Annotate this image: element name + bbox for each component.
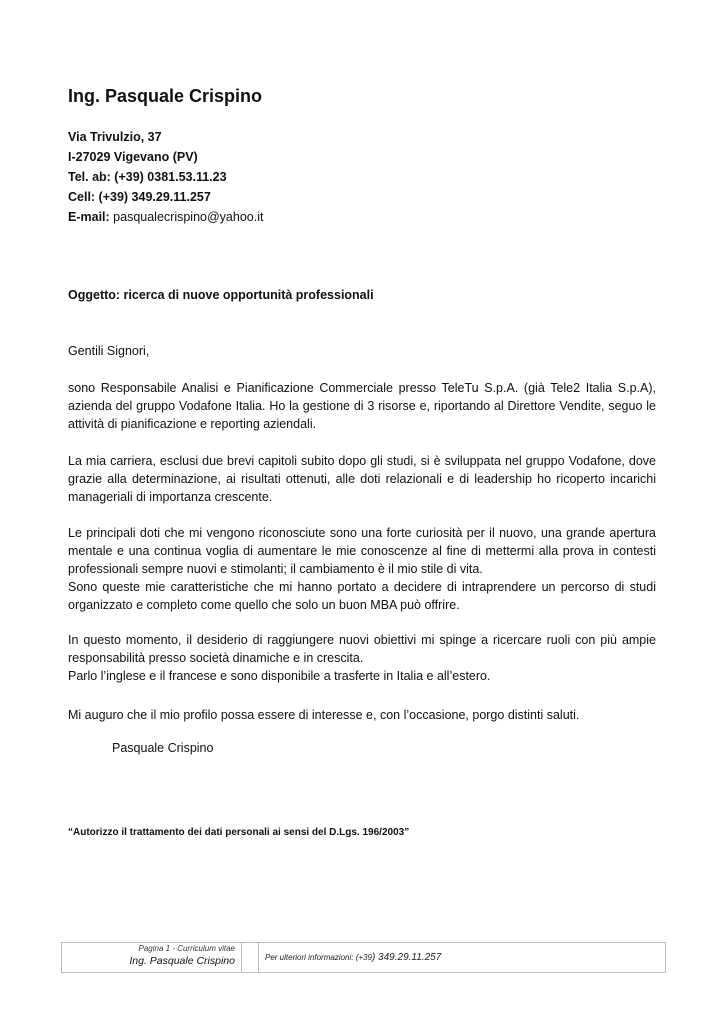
footer-divider <box>242 943 259 972</box>
email-value: pasqualecrispino@yahoo.it <box>113 210 264 224</box>
privacy-consent: “Autorizzo il trattamento dei dati personali ai sensi del D.Lgs. 196/2003” <box>68 827 410 838</box>
footer-page-label: Pagina 1 - Curriculum vitae <box>138 944 235 953</box>
email-line <box>68 207 656 227</box>
footer-name: Ing. Pasquale Crispino <box>129 955 235 967</box>
phone-cell: Cell: (+39) 349.29.11.257 <box>68 190 211 204</box>
contact-block <box>68 127 656 227</box>
paragraph-text: Le principali doti che mi vengono riconosciute sono una forte curiosità per il nuovo, una grande apertura mentale e una continua voglia di aumentare le mie conoscenze al fine di mettermi alla prova in contesti professionali sempre nuovi e stimolanti; il cambiamento è il mio stile di vita. <box>68 526 656 576</box>
footer-info <box>259 943 441 972</box>
paragraph-text: Sono queste mie caratteristiche che mi hanno portato a decidere di intraprendere un percorso di studi organizzato e completo come quello che solo un buon MBA può offrire. <box>68 580 656 612</box>
footer-info-number: ) 349.29.11.257 <box>371 952 442 963</box>
address-city: I-27029 Vigevano (PV) <box>68 150 198 164</box>
sender-name: Ing. Pasquale Crispino <box>68 86 263 106</box>
page-footer <box>61 942 666 973</box>
paragraph-text: sono Responsabile Analisi e Pianificazione Commerciale presso TeleTu S.p.A. (già Tele2 Italia S.p.A), azienda del gruppo Vodafone Italia. Ho la gestione di 3 risorse e, riportando al Direttore Vendite, seguo le attività di pianificazione e reporting aziendali. <box>68 381 656 431</box>
paragraph-text: Parlo l’inglese e il francese e sono disponibile a trasferte in Italia e all’estero. <box>68 669 491 683</box>
paragraph-text: La mia carriera, esclusi due brevi capitoli subito dopo gli studi, si è sviluppata nel gruppo Vodafone, dove grazie alla determinazione, ai risultati ottenuti, alle doti relazionali e di leadership ho ricoperto incarichi manageriali di importanza crescente. <box>68 454 656 504</box>
paragraph-4 <box>68 631 656 685</box>
email-label: E-mail: <box>68 210 110 224</box>
paragraph-1 <box>68 379 656 433</box>
paragraph-3 <box>68 524 656 614</box>
paragraph-text: Mi auguro che il mio profilo possa essere di interesse e, con l’occasione, porgo distinti saluti. <box>68 708 580 722</box>
paragraph-5 <box>68 706 656 724</box>
footer-left-cell <box>62 943 242 972</box>
letter-salutation: Gentili Signori, <box>68 344 150 358</box>
paragraph-text: In questo momento, il desiderio di raggiungere nuovi obiettivi mi spinge a ricercare ruoli con più ampie responsabilità presso società dinamiche e in crescita. <box>68 633 656 665</box>
footer-info-label: Per ulteriori informazioni: (+39 <box>265 953 372 962</box>
signature: Pasquale Crispino <box>112 741 214 755</box>
phone-home: Tel. ab: (+39) 0381.53.11.23 <box>68 170 227 184</box>
paragraph-2 <box>68 452 656 506</box>
letter-subject: Oggetto: ricerca di nuove opportunità professionali <box>68 288 374 302</box>
address-street: Via Trivulzio, 37 <box>68 130 162 144</box>
